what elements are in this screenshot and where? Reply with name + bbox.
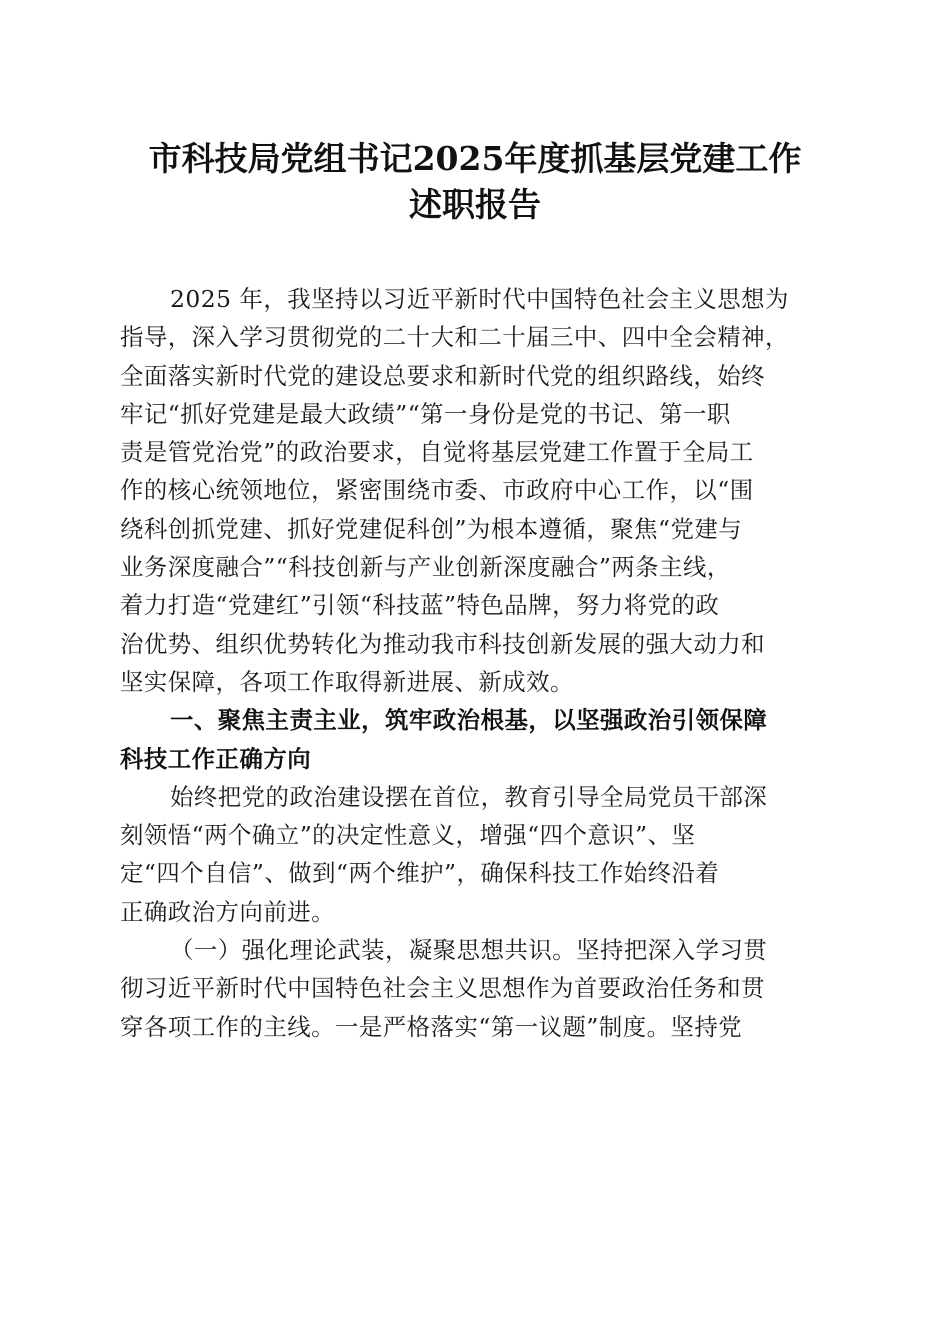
text-line: 作的核心统领地位，紧密围绕市委、市政府中心工作，以“围 <box>120 476 754 505</box>
subsection-1-lead: 坚持把深入学习贯 <box>576 936 768 965</box>
text-line: 着力打造“党建红”引领“科技蓝”特色品牌，努力将党的政 <box>120 591 720 620</box>
heading-line: 一、聚焦主责主业，筑牢政治根基，以坚强政治引领保障 <box>170 706 768 735</box>
title-line-2: 述职报告 <box>409 185 541 224</box>
title-line-1: 市科技局党组书记2025年度抓基层党建工作 <box>148 139 802 178</box>
text-line: 彻习近平新时代中国特色社会主义思想作为首要政治任务和贯 <box>120 974 766 1003</box>
intro-paragraph <box>120 280 832 701</box>
text-line: 刻领悟“两个确立”的决定性意义，增强“四个意识”、坚 <box>120 821 696 850</box>
text-line: 2025 年，我坚持以习近平新时代中国特色社会主义思想为 <box>170 285 789 313</box>
text-line <box>120 931 832 969</box>
text-line: 绕科创抓党建、抓好党建促科创”为根本遵循，聚焦“党建与 <box>120 514 743 543</box>
text-line: 业务深度融合”“科技创新与产业创新深度融合”两条主线， <box>120 553 731 582</box>
document-body <box>120 280 832 1046</box>
document-title <box>100 136 850 228</box>
section-1-heading <box>120 701 832 778</box>
heading-line: 科技工作正确方向 <box>120 744 312 773</box>
text-line: 定“四个自信”、做到“两个维护”，确保科技工作始终沿着 <box>120 859 720 888</box>
section-1-paragraph <box>120 778 832 931</box>
text-line: 指导，深入学习贯彻党的二十大和二十届三中、四中全会精神， <box>120 323 789 352</box>
text-line: 全面落实新时代党的建设总要求和新时代党的组织路线，始终 <box>120 361 766 390</box>
text-line: 责是管党治党”的政治要求，自觉将基层党建工作置于全局工 <box>120 438 754 467</box>
text-line: 治优势、组织优势转化为推动我市科技创新发展的强大动力和 <box>120 629 766 658</box>
subsection-1-heading: （一）强化理论武装，凝聚思想共识。 <box>170 936 577 965</box>
subsection-1-paragraph <box>120 931 832 1046</box>
text-line: 穿各项工作的主线。一是严格落实“第一议题”制度。坚持党 <box>120 1012 743 1041</box>
text-line: 正确政治方向前进。 <box>120 897 336 926</box>
text-line: 始终把党的政治建设摆在首位，教育引导全局党员干部深 <box>170 782 768 811</box>
text-line: 牢记“抓好党建是最大政绩”“第一身份是党的书记、第一职 <box>120 399 731 428</box>
text-line: 坚实保障，各项工作取得新进展、新成效。 <box>120 667 574 696</box>
